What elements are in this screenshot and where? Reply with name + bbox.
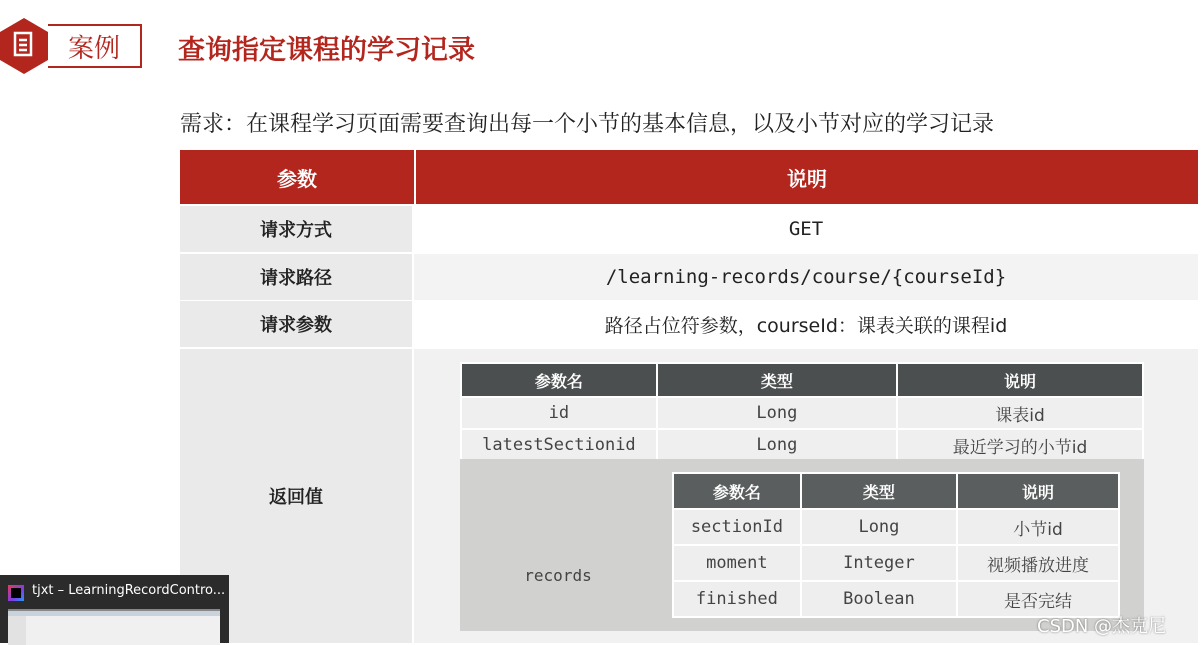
table-row (673, 545, 1119, 581)
table-row (673, 509, 1119, 545)
cell-name: sectionId (673, 509, 801, 545)
row-value: /learning-records/course/{courseId} (414, 254, 1198, 300)
row-value: 路径占位符参数，courseId：课表关联的课程id (414, 301, 1198, 347)
col-header-type: 类型 (657, 363, 897, 397)
watermark: CSDN @杰克尼 (1037, 616, 1167, 637)
cell-type: Long (657, 429, 897, 461)
col-header-name: 参数名 (673, 473, 801, 509)
cell-type: Integer (801, 545, 957, 581)
records-label: records (460, 459, 656, 631)
row-label: 请求参数 (180, 301, 414, 347)
col-header-type: 类型 (801, 473, 957, 509)
table-row-path (180, 254, 1198, 300)
window-thumbnail[interactable] (8, 609, 220, 645)
col-header-desc: 说明 (957, 473, 1119, 509)
cell-desc: 是否完结 (957, 581, 1119, 617)
document-icon (13, 31, 35, 59)
records-table (672, 472, 1120, 618)
main-table-header (180, 150, 1198, 204)
table-row-params (180, 301, 1198, 347)
table-row-method (180, 206, 1198, 252)
row-label: 请求方式 (180, 206, 414, 252)
row-label: 请求路径 (180, 254, 414, 300)
row-label: 返回值 (180, 349, 414, 643)
col-header-name: 参数名 (461, 363, 657, 397)
table-row (461, 397, 1143, 429)
taskbar-window-title: tjxt – LearningRecordContro... (32, 583, 226, 598)
intellij-icon (8, 585, 24, 601)
cell-name: finished (673, 581, 801, 617)
cell-name: moment (673, 545, 801, 581)
col-header-desc: 说明 (897, 363, 1143, 397)
cell-type: Long (657, 397, 897, 429)
table-row (461, 429, 1143, 461)
cell-desc: 课表id (897, 397, 1143, 429)
page-title: 查询指定课程的学习记录 (178, 35, 475, 66)
header-desc: 说明 (416, 150, 1198, 204)
header-param: 参数 (180, 150, 416, 204)
cell-desc: 视频播放进度 (957, 545, 1119, 581)
case-label: 案例 (48, 24, 142, 68)
requirement-text: 需求：在课程学习页面需要查询出每一个小节的基本信息，以及小节对应的学习记录 (180, 112, 995, 137)
cell-type: Long (801, 509, 957, 545)
cell-desc: 小节id (957, 509, 1119, 545)
cell-desc: 最近学习的小节id (897, 429, 1143, 461)
return-value-table (460, 362, 1144, 462)
taskbar-preview[interactable] (0, 575, 229, 643)
cell-name: id (461, 397, 657, 429)
row-value: GET (414, 206, 1198, 252)
cell-type: Boolean (801, 581, 957, 617)
cell-name: latestSectionid (461, 429, 657, 461)
